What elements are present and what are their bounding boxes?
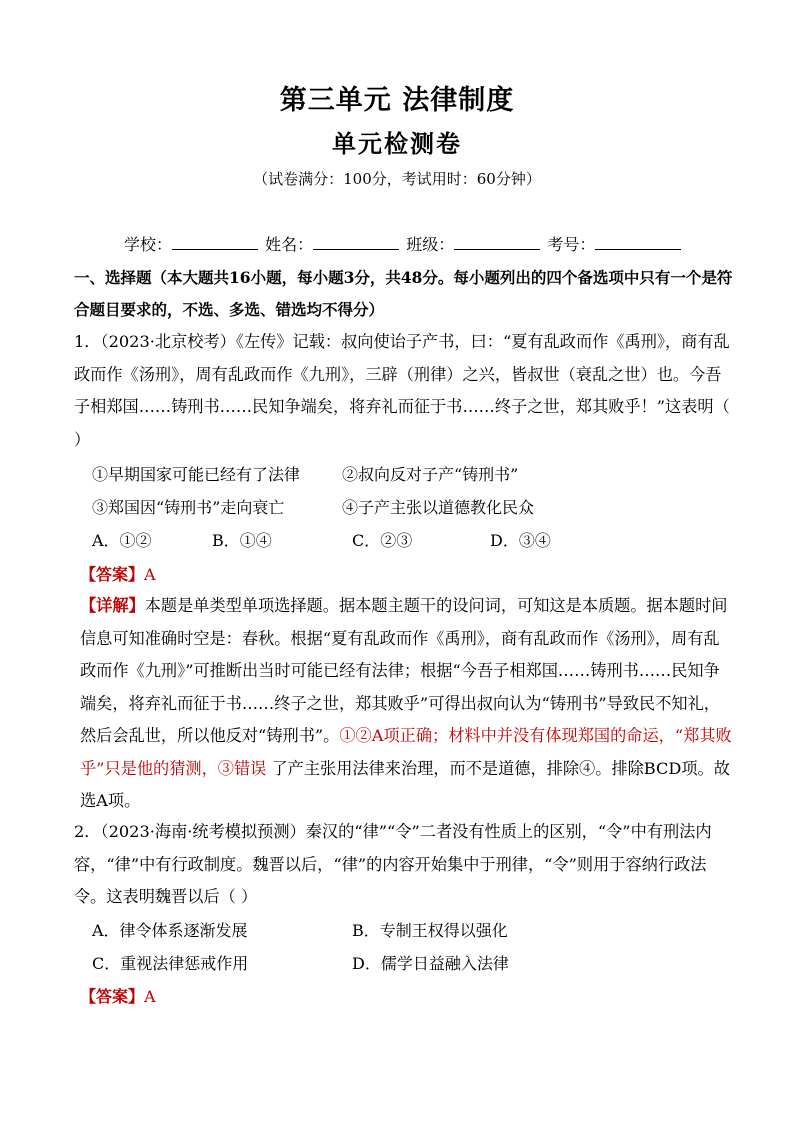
- q1-detail-tag: 【详解】: [80, 596, 145, 615]
- number-blank[interactable]: [595, 235, 681, 250]
- q2-option-a[interactable]: A．律令体系逐渐发展: [92, 921, 248, 940]
- q1-answer: [80, 562, 156, 585]
- q1-statement-1: ①早期国家可能已经有了法律: [92, 465, 301, 484]
- q1-detail-end: 了产主张用法律来治理，而不是道德，排除④。排除BCD项。故选A项。: [80, 758, 730, 810]
- name-blank[interactable]: [313, 235, 399, 250]
- school-blank[interactable]: [172, 235, 258, 250]
- section-heading: [74, 262, 734, 326]
- q2-answer-value: A: [144, 987, 156, 1006]
- q1-option-c[interactable]: C．②③: [352, 531, 413, 550]
- q2-option-d[interactable]: D．儒学日益融入法律: [352, 954, 509, 973]
- q1-statement-4: ④子产主张以道德教化民众: [342, 498, 535, 517]
- q2-answer-tag: 【答案】: [80, 987, 145, 1006]
- q1-detail: [80, 590, 734, 818]
- exam-info: （试卷满分：100分，考试用时：60分钟）: [253, 170, 541, 188]
- q1-option-b[interactable]: B．①④: [212, 531, 272, 550]
- section-heading-text: 一、选择题（本大题共16小题，每小题3分，共48分。每小题列出的四个备选项中只有一个是符合题目要求的，不选、多选、错选均不得分）: [74, 268, 733, 319]
- q2-option-b[interactable]: B．专制王权得以强化: [352, 921, 508, 940]
- q1-detail-text: 本题是单类型单项选择题。据本题主题干的设问词，可知这是本质题。据本题时间信息可知准确时空是：春秋。根据“夏有乱政而作《禹刑》，商有乱政而作《汤刑》，周有乱政而作《九刑》”可推断出当时可能已经有法律；根据“今吾子相郑国……铸刑书……民知争端矣，将弃礼而征于书……终子之世，郑其败乎”可得出叔向认为“铸刑书”导致民不知礼，然后会乱世，所以他反对“铸刑书”。: [80, 596, 728, 745]
- student-info-fields: [124, 232, 683, 255]
- name-label: 姓名：: [265, 235, 314, 254]
- q1-answer-value: A: [144, 565, 156, 584]
- number-label: 考号：: [547, 235, 596, 254]
- q1-statement-2: ②叔向反对子产“铸刑书”: [342, 465, 519, 484]
- q1-option-a[interactable]: A．①②: [92, 531, 152, 550]
- page-subtitle: 单元检测卷: [332, 130, 462, 158]
- question-2-stem: 2．（2023·海南·统考模拟预测）秦汉的“律”“令”二者没有性质上的区别，“令”中有刑法内容，“律”中有行政制度。魏晋以后，“律”的内容开始集中于刑律，“令”则用于容纳行政法令。这表明魏晋以后（ ）: [74, 822, 712, 906]
- page-title: 第三单元 法律制度: [279, 85, 515, 116]
- q1-statement-3: ③郑国因“铸刑书”走向衰亡: [92, 498, 285, 517]
- class-blank[interactable]: [454, 235, 540, 250]
- q2-answer: [80, 984, 156, 1007]
- question-1-stem: 1．（2023·北京校考）《左传》记载：叔向使诒子产书，曰：“夏有乱政而作《禹刑》，商有乱政而作《汤刑》，周有乱政而作《九刑》，三辟（刑律）之兴，皆叔世（衰乱之世）也。今吾子相郑国……铸刑书……民知争端矣，将弃礼而征于书……终子之世，郑其败乎！”这表明（ ）: [74, 332, 730, 449]
- q2-option-c[interactable]: C．重视法律惩戒作用: [92, 954, 249, 973]
- q1-answer-tag: 【答案】: [80, 565, 145, 584]
- school-label: 学校：: [124, 235, 173, 254]
- q1-detail-highlight: ①②A项正确；材料中并没有体现郑国的命运，“郑其败乎”只是他的猜测，③错误: [80, 726, 732, 778]
- q1-option-d[interactable]: D．③④: [490, 531, 551, 550]
- class-label: 班级：: [406, 235, 455, 254]
